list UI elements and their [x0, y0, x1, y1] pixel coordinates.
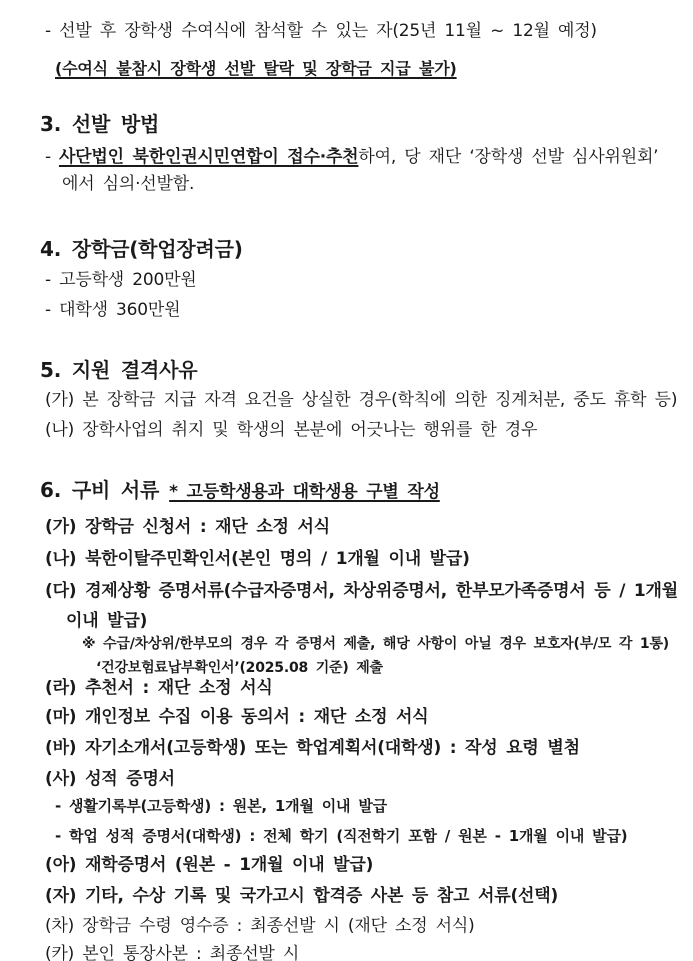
section6-item-da-line1: (다) 경제상황 증명서류(수급자증명서, 차상위증명서, 한부모가족증명서 등 / 1개월 — [45, 581, 678, 601]
section3-item — [45, 146, 693, 168]
section6-item-ga: (가) 장학금 신청서 : 재단 소정 서식 — [45, 517, 330, 537]
section5-item-ga: (가) 본 장학금 지급 자격 요건을 상실한 경우(학칙에 의한 징계처분, 중도 휴학 등) — [45, 390, 678, 410]
section6-item-ra: (라) 추천서 : 재단 소정 서식 — [45, 678, 273, 698]
section3-item-dash: - — [45, 147, 51, 167]
section6-item-sa: (사) 성적 증명서 — [45, 769, 175, 789]
intro-note-ceremony-absence: (수여식 불참시 장학생 선발 탈락 및 장학금 지급 불가) — [55, 59, 457, 78]
section6-title — [40, 478, 693, 505]
section6-item-da-line2: 이내 발급) — [66, 611, 148, 631]
section6-item-ah: (아) 재학증명서 (원본 - 1개월 이내 발급) — [45, 855, 374, 875]
section3-title: 3. 선발 방법 — [40, 112, 160, 136]
section4-item-highschool: - 고등학생 200만원 — [45, 270, 197, 290]
section3-item-rest: 하여, 당 재단 ‘장학생 선발 심사위원회’ — [358, 147, 659, 167]
section3-item-emphasis: 사단법인 북한인권시민연합이 접수·추천 — [58, 147, 359, 167]
section6-item-da-note-line2: ‘건강보험료납부확인서’(2025.08 기준) 제출 — [96, 660, 383, 676]
intro-item-ceremony: - 선발 후 장학생 수여식에 참석할 수 있는 자(25년 11월 ~ 12월 예정) — [45, 21, 597, 41]
section6-item-da-note-line1: ※ 수급/차상위/한부모의 경우 각 증명서 제출, 해당 사항이 아닐 경우 보호자(부/모 각 1통) — [82, 636, 669, 652]
section6-item-sa-sub1: - 생활기록부(고등학생) : 원본, 1개월 이내 발급 — [55, 797, 387, 815]
section6-title-text: 6. 구비 서류 — [40, 478, 160, 502]
section6-item-ka: (카) 본인 통장사본 : 최종선발 시 — [45, 944, 300, 961]
section6-item-ba: (바) 자기소개서(고등학생) 또는 학업계획서(대학생) : 작성 요령 별첨 — [45, 738, 580, 758]
section6-item-cha: (차) 장학금 수령 영수증 : 최종선발 시 (재단 소정 서식) — [45, 916, 475, 936]
section5-title: 5. 지원 결격사유 — [40, 358, 198, 382]
section4-item-university: - 대학생 360만원 — [45, 300, 181, 320]
section4-title: 4. 장학금(학업장려금) — [40, 237, 243, 261]
section6-item-na: (나) 북한이탈주민확인서(본인 명의 / 1개월 이내 발급) — [45, 549, 470, 569]
section6-item-ma: (마) 개인정보 수집 이용 동의서 : 재단 소정 서식 — [45, 707, 429, 727]
section3-item-continuation: 에서 심의·선발함. — [62, 174, 195, 194]
section6-item-sa-sub2: - 학업 성적 증명서(대학생) : 전체 학기 (직전학기 포함 / 원본 - 1개월 이내 발급) — [55, 827, 628, 845]
section6-item-ja: (자) 기타, 수상 기록 및 국가고시 합격증 사본 등 참고 서류(선택) — [45, 886, 559, 906]
section6-title-note: * 고등학생용과 대학생용 구별 작성 — [169, 482, 440, 502]
section5-item-na: (나) 장학사업의 취지 및 학생의 본분에 어긋나는 행위를 한 경우 — [45, 420, 538, 440]
